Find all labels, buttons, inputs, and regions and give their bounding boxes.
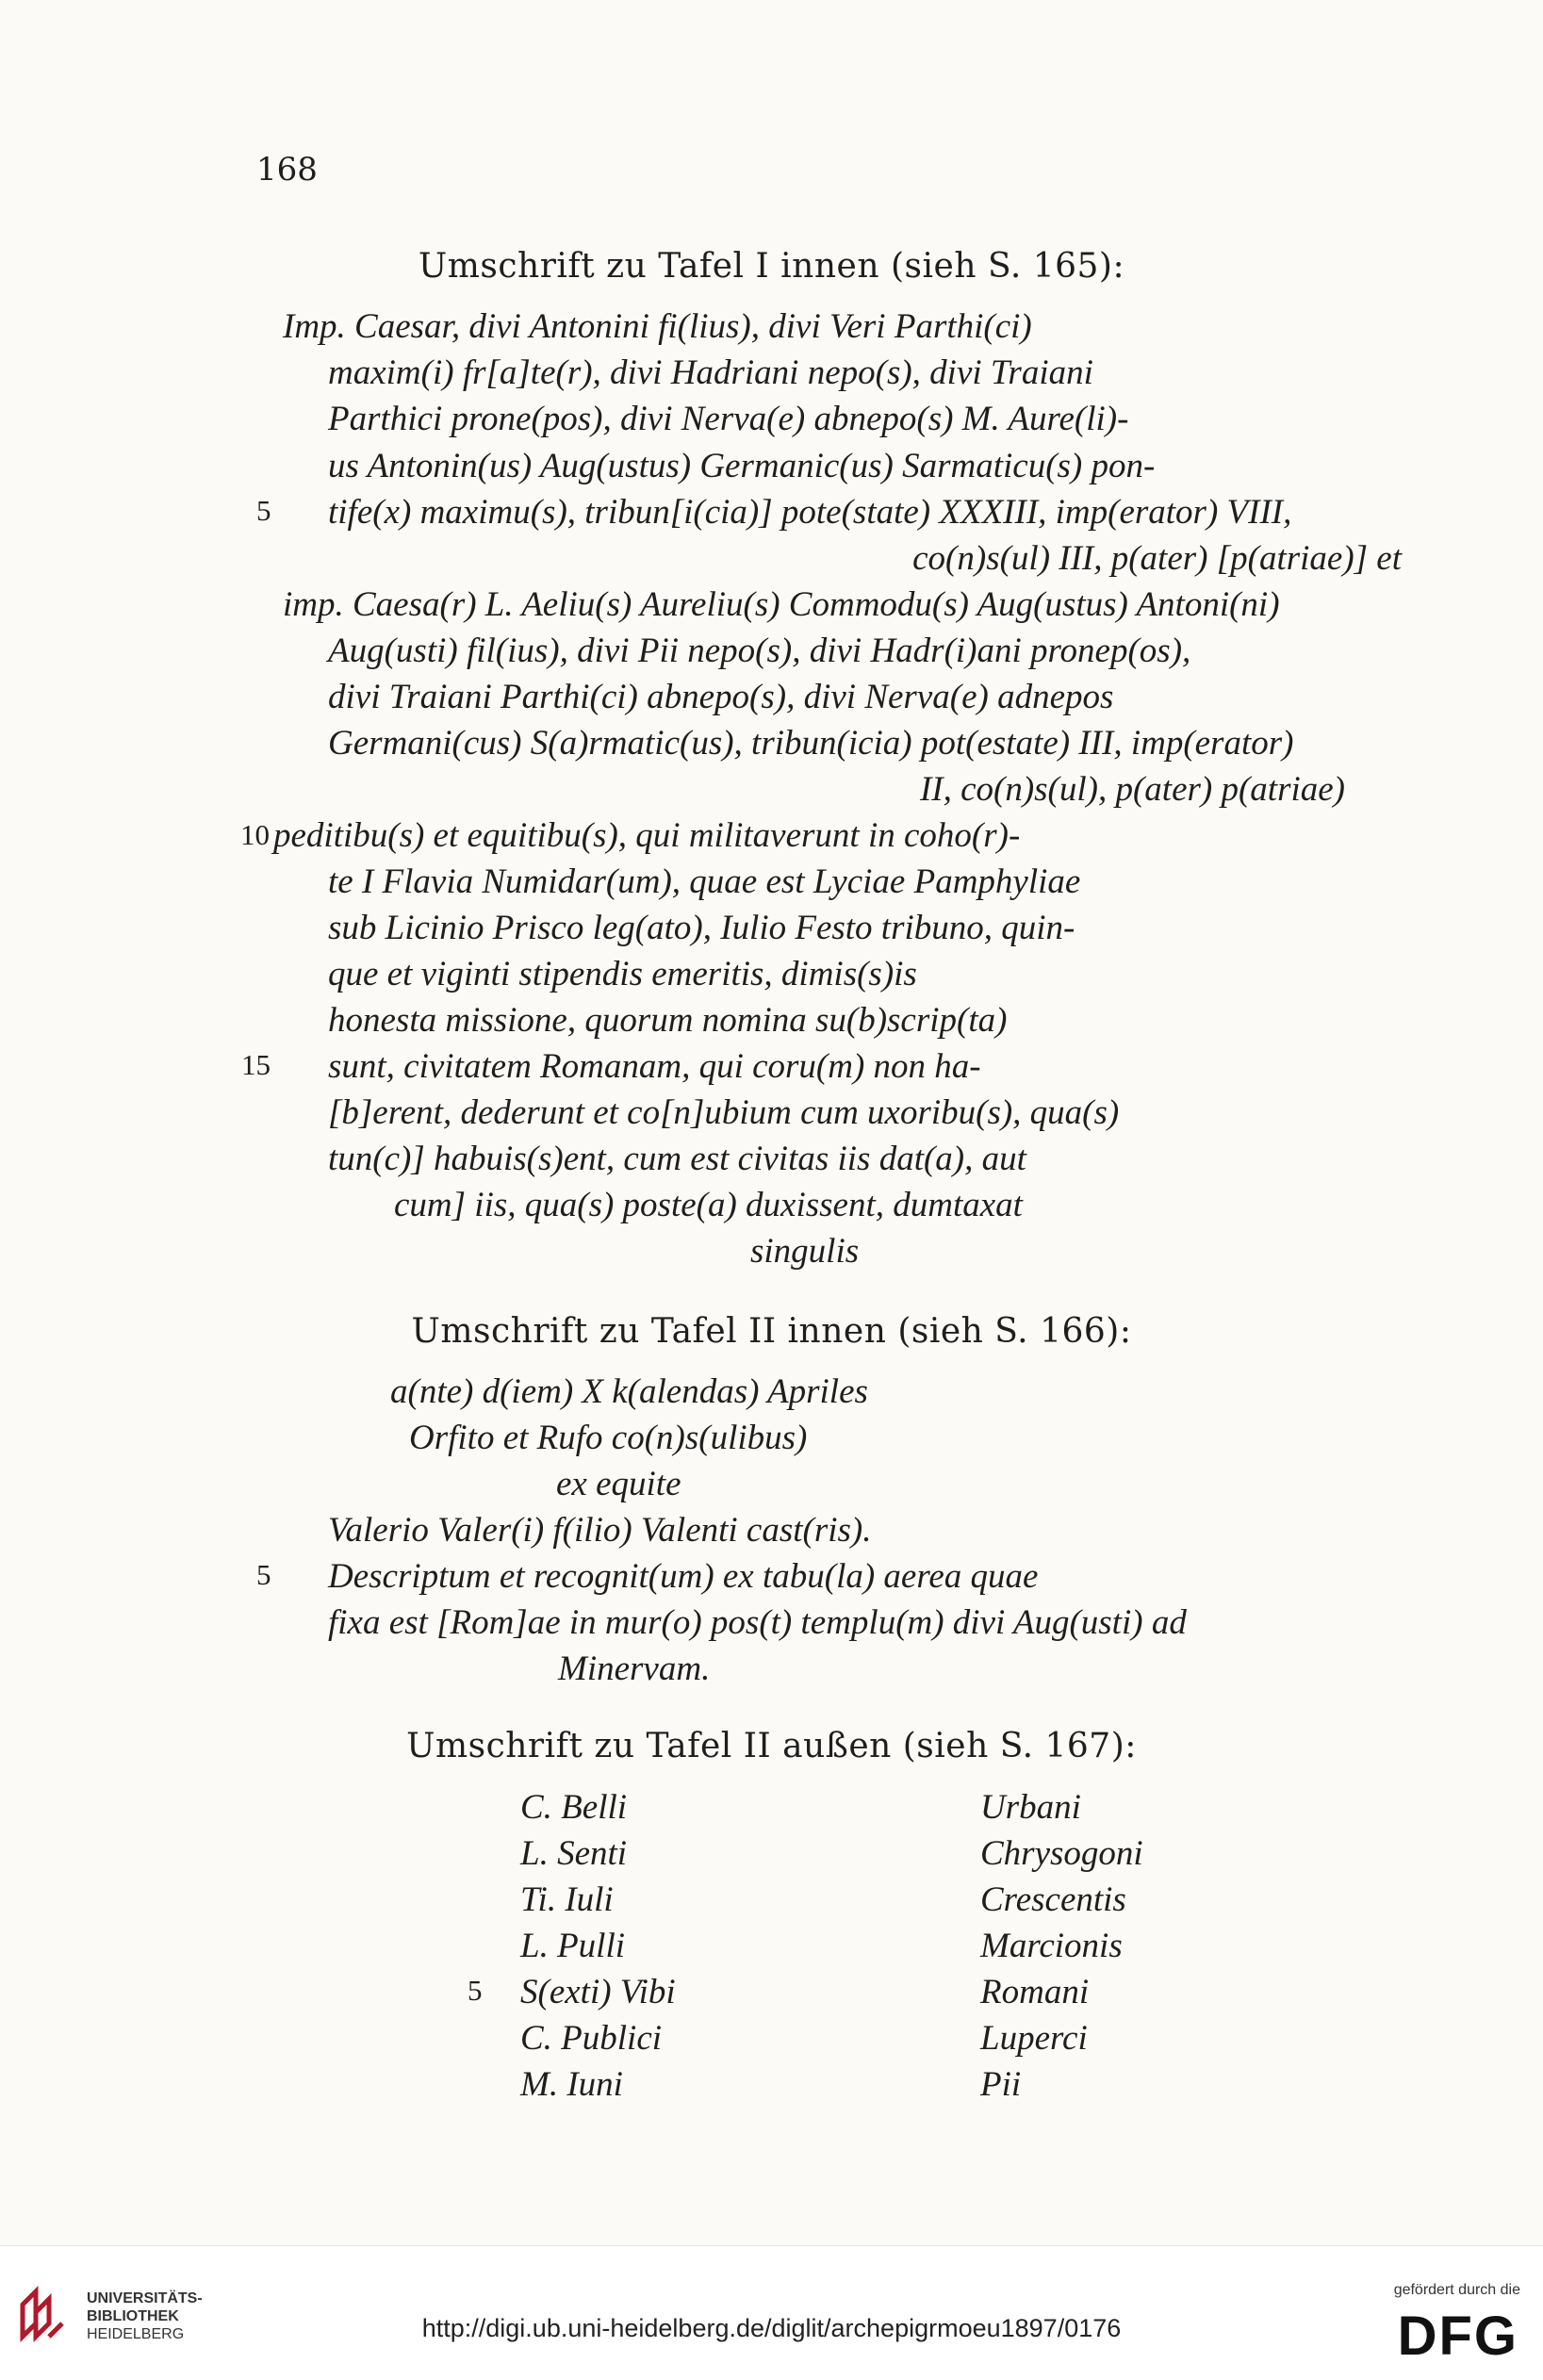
- name-left: M. Iuni: [520, 2065, 623, 2104]
- inscription-line: Germani(cus) S(a)rmatic(us), tribun(icia) pot(estate) III, imp(erator): [328, 724, 1294, 763]
- digitization-footer: [0, 2245, 1543, 2380]
- inscription-line: Orfito et Rufo co(n)s(ulibus): [409, 1419, 808, 1457]
- permalink-url[interactable]: http://digi.ub.uni-heidelberg.de/diglit/archepigrmoeu1897/0176: [421, 2314, 1122, 2342]
- line-number: 5: [468, 1974, 483, 2007]
- inscription-line: Parthici prone(pos), divi Nerva(e) abnepo(s) M. Aure(li)-: [328, 400, 1129, 438]
- section-heading-tafel-1-innen: Umschrift zu Tafel I innen (sieh S. 165):: [418, 247, 1125, 286]
- name-right: Romani: [980, 1973, 1090, 2011]
- inscription-line: II, co(n)s(ul), p(ater) p(atriae): [919, 770, 1345, 809]
- name-right: Chrysogoni: [980, 1834, 1143, 1873]
- name-left: C. Belli: [520, 1788, 628, 1827]
- funding-caption: gefördert durch die: [1393, 2282, 1520, 2298]
- inscription-line: honesta missione, quorum nomina su(b)scrip(ta): [328, 1001, 1008, 1040]
- name-right: Crescentis: [980, 1880, 1126, 1919]
- inscription-line: a(nte) d(iem) X k(alendas) Apriles: [390, 1372, 868, 1411]
- library-name-line: UNIVERSITÄTS-: [87, 2290, 203, 2306]
- inscription-line: Aug(usti) fil(ius), divi Pii nepo(s), divi Hadr(i)ani pronep(os),: [328, 632, 1191, 670]
- section-heading-tafel-2-innen: Umschrift zu Tafel II innen (sieh S. 166):: [411, 1312, 1132, 1351]
- name-left: Ti. Iuli: [520, 1880, 614, 1919]
- inscription-line: maxim(i) fr[a]te(r), divi Hadriani nepo(s), divi Traiani: [328, 353, 1093, 392]
- name-left: S(exti) Vibi: [520, 1973, 676, 2011]
- inscription-line: Valerio Valer(i) f(ilio) Valenti cast(ris).: [328, 1511, 872, 1550]
- library-name-line: HEIDELBERG: [87, 2326, 185, 2342]
- name-left: L. Pulli: [520, 1927, 626, 1965]
- name-right: Pii: [980, 2065, 1022, 2104]
- line-number: 5: [256, 1558, 271, 1591]
- inscription-line: que et viginti stipendis emeritis, dimis(s)is: [328, 955, 917, 993]
- name-right: Marcionis: [980, 1927, 1123, 1965]
- page-number: 168: [256, 151, 318, 189]
- inscription-line: sunt, civitatem Romanam, qui coru(m) non ha-: [328, 1047, 981, 1086]
- line-number: 15: [241, 1048, 271, 1081]
- name-left: L. Senti: [520, 1834, 628, 1873]
- inscription-line: cum] iis, qua(s) poste(a) duxissent, dumtaxat: [394, 1186, 1023, 1224]
- inscription-line: imp. Caesa(r) L. Aeliu(s) Aureliu(s) Commodu(s) Aug(ustus) Antoni(ni): [283, 585, 1280, 624]
- library-name-line: BIBLIOTHEK: [87, 2308, 179, 2324]
- name-left: C. Publici: [520, 2019, 663, 2058]
- inscription-line: te I Flavia Numidar(um), quae est Lyciae Pamphyliae: [328, 862, 1081, 901]
- inscription-line: us Antonin(us) Aug(ustus) Germanic(us) Sarmaticu(s) pon-: [328, 447, 1156, 485]
- inscription-line: co(n)s(ul) III, p(ater) [p(atriae)] et: [912, 539, 1402, 578]
- name-right: Luperci: [980, 2019, 1088, 2058]
- inscription-line: ex equite: [556, 1465, 681, 1503]
- section-heading-tafel-2-aussen: Umschrift zu Tafel II außen (sieh S. 167):: [406, 1727, 1137, 1765]
- inscription-line: Descriptum et recognit(um) ex tabu(la) aerea quae: [328, 1557, 1039, 1596]
- inscription-line: tife(x) maximu(s), tribun[i(cia)] pote(state) XXXIII, imp(erator) VIII,: [328, 493, 1292, 532]
- line-number: 10: [240, 818, 270, 851]
- inscription-line: Imp. Caesar, divi Antonini fi(lius), divi Veri Parthi(ci): [283, 307, 1032, 346]
- line-number: 5: [256, 494, 271, 527]
- inscription-line: peditibu(s) et equitibu(s), qui militaverunt in coho(r)-: [273, 816, 1021, 855]
- dfg-logo: DFG: [1397, 2306, 1518, 2367]
- inscription-line: [b]erent, dederunt et co[n]ubium cum uxoribu(s), qua(s): [328, 1093, 1120, 1132]
- name-right: Urbani: [980, 1788, 1081, 1827]
- inscription-line: singulis: [750, 1232, 860, 1271]
- inscription-line: divi Traiani Parthi(ci) abnepo(s), divi Nerva(e) adnepos: [328, 678, 1114, 716]
- inscription-line: Minervam.: [558, 1650, 711, 1688]
- inscription-line: tun(c)] habuis(s)ent, cum est civitas iis dat(a), aut: [328, 1140, 1026, 1178]
- inscription-line: fixa est [Rom]ae in mur(o) pos(t) templu(m) divi Aug(usti) ad: [328, 1603, 1187, 1642]
- inscription-line: sub Licinio Prisco leg(ato), Iulio Festo tribuno, quin-: [328, 909, 1075, 947]
